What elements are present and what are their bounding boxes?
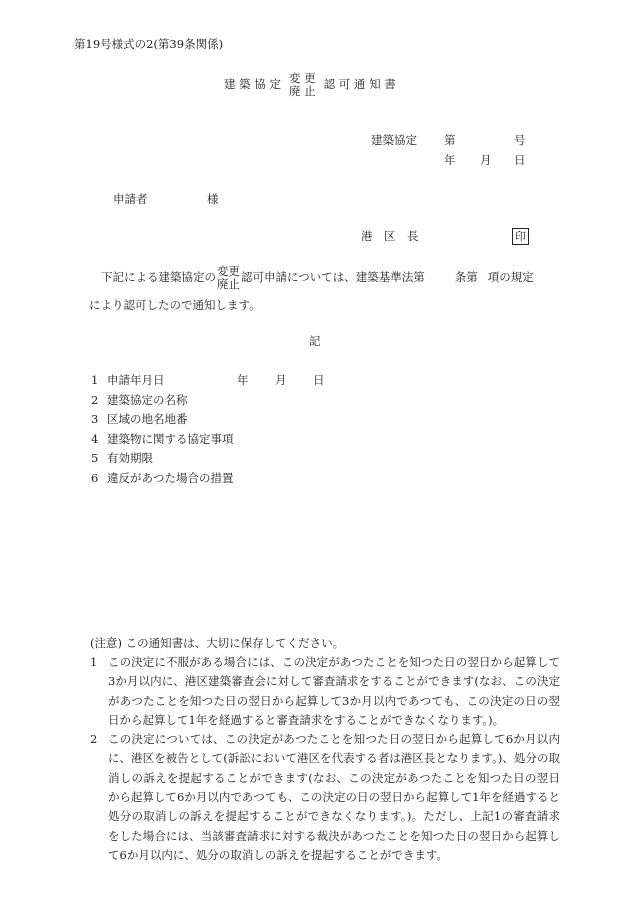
body-line1-start: 下記による建築協定の [101, 270, 216, 285]
ki-heading: 記 [309, 334, 321, 348]
title-stack-bottom: 廃 止 [288, 83, 316, 98]
item-number: 4 [91, 431, 99, 446]
ref-go: 号 [514, 133, 526, 147]
item-day: 日 [313, 373, 325, 387]
item-label: 区域の地名地番 [107, 412, 188, 427]
item-year: 年 [237, 373, 249, 387]
note-item [90, 730, 560, 865]
list-item [91, 469, 325, 489]
list-item [91, 391, 325, 411]
item-number: 2 [91, 392, 99, 407]
item-label: 建築物に関する協定事項 [107, 431, 234, 446]
seal-mark: 印 [512, 228, 529, 245]
item-number: 3 [91, 412, 99, 427]
item-list [91, 371, 325, 489]
note-text: この決定に不服がある場合には、この決定があつたことを知つた日の翌日から起算して3か月以内に、港区建築審査会に対して審査請求をすることができます(なお、この決定があつたことを知つた日の翌日から起算して3か月以内であつても、この決定の日の翌日から起算して1年を経過すると審査請求をすることができなくなります。)。 [108, 655, 560, 727]
applicant-label: 申請者 [113, 192, 148, 206]
item-label: 建築協定の名称 [107, 392, 188, 407]
note-text: この決定については、この決定があつたことを知つた日の翌日から起算して6か月以内に、港区を被告として(訴訟において港区を代表する者は港区長となります。)、処分の取消しの訴えを提起することができます(なお、この決定があつたことを知つた日の翌日から起算して6か月以内であつても、この決定の日の翌日から起算して1年を経過すると処分の取消しの訴えを提起することができなくなります。)。ただし、上記1の審査請求をした場合には、当該審査請求に対する裁決があつたことを知つた日の翌日から起算して6か月以内に、処分の取消しの訴えを提起することができます。 [108, 732, 560, 862]
issuer-name: 港 区 長 [361, 229, 419, 243]
ref-month: 月 [480, 153, 492, 167]
list-item [91, 371, 325, 391]
document-title [224, 72, 396, 98]
notes-heading: (注意) この通知書は、大切に保存してください。 [90, 636, 345, 650]
body-item: 項の規定 [487, 270, 534, 285]
title-suffix: 認 可 通 知 書 [323, 77, 396, 92]
body-change-abolish-stack [217, 265, 240, 291]
body-stack-bottom: 廃止 [217, 276, 240, 291]
ref-dai: 第 [444, 133, 456, 147]
item-number: 6 [91, 470, 99, 485]
ref-year: 年 [444, 153, 456, 167]
list-item [91, 410, 325, 430]
item-label: 有効期限 [107, 451, 153, 466]
body-stack-top: 変更 [217, 264, 240, 278]
list-item [91, 449, 325, 469]
seal-box [512, 228, 529, 245]
body-line1-end: 認可申請については、建築基準法第 [241, 270, 425, 285]
item-month: 月 [275, 373, 287, 387]
note-item [90, 653, 560, 730]
applicant-honorific: 様 [207, 192, 219, 206]
title-change-abolish-stack [289, 72, 316, 98]
note-number: 1 [90, 655, 98, 669]
list-item [91, 430, 325, 450]
body-line-1 [101, 265, 534, 291]
item-number: 1 [91, 373, 99, 387]
note-number: 2 [90, 732, 98, 747]
notes-section [90, 634, 560, 865]
item-label: 申請年月日 [107, 373, 165, 387]
item-label: 違反があつた場合の措置 [107, 470, 234, 485]
ref-day: 日 [514, 153, 526, 167]
title-stack-top: 変 更 [288, 71, 316, 85]
body-article: 条第 [454, 270, 478, 285]
item-number: 5 [91, 451, 99, 466]
ref-label: 建築協定 [371, 133, 417, 147]
title-prefix: 建 築 協 定 [224, 77, 281, 92]
body-line-2: により認可したので通知します。 [89, 298, 261, 312]
form-label: 第19号様式の2(第39条関係) [74, 37, 224, 51]
